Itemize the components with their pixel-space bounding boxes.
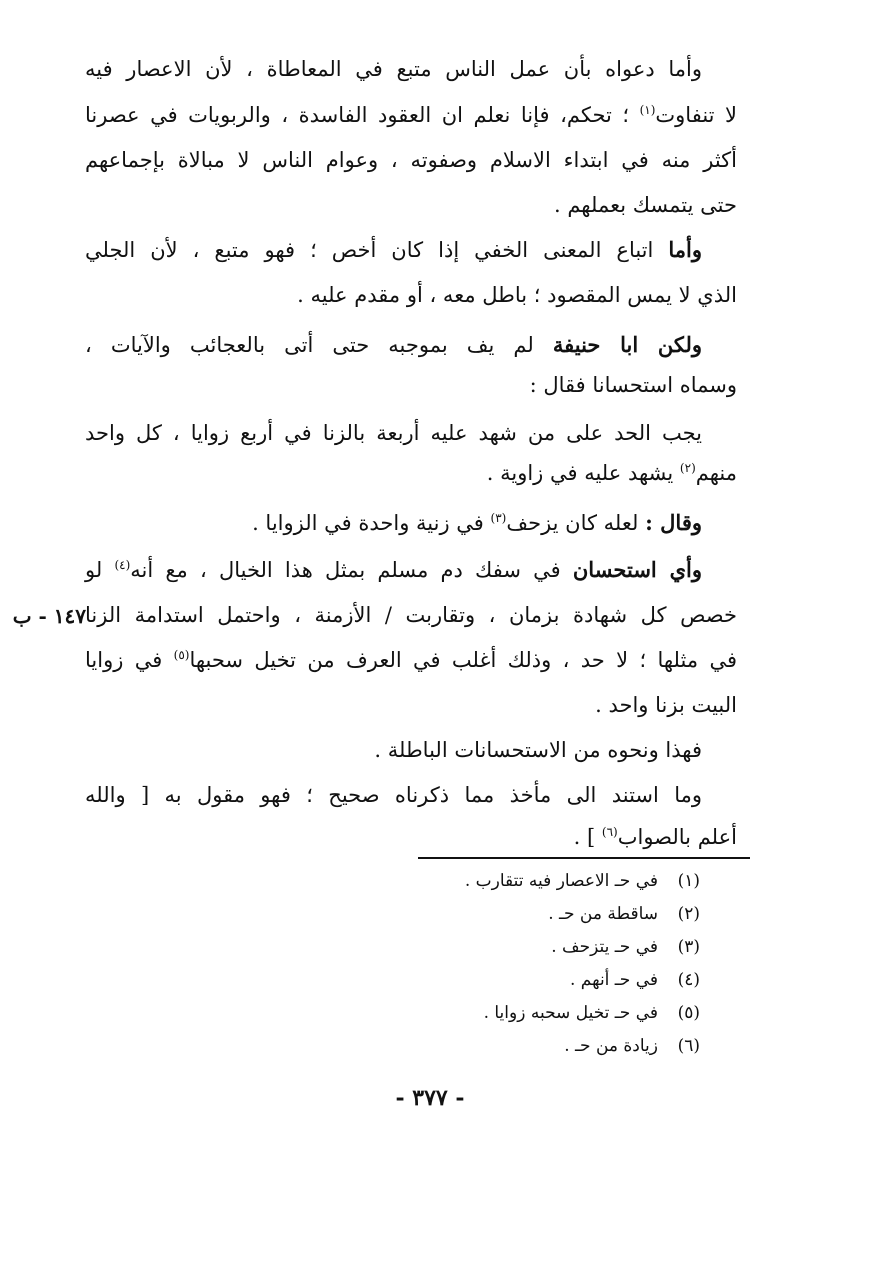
p6-line-2: خصص كل شهادة بزمان ، وتقاربت / الأزمنة ، واحتمل استدامة الزنا [85, 603, 737, 627]
p1-line-4: حتى يتمسك بعملهم . [553, 193, 737, 217]
footnote-text: في حـ تخيل سحبه زوايا . [483, 1003, 658, 1023]
p6-line-3-start: في مثلها ؛ لا حد ، وذلك أغلب في العرف من تخيل سحبها [189, 648, 737, 672]
footnote-ref-6: (٦) [601, 825, 618, 839]
footnote-ref-1: (١) [639, 103, 656, 117]
margin-folio-note: ١٤٧ - ب [12, 604, 86, 628]
p6-line-1-start: في سفك دم مسلم بمثل هذا الخيال ، مع أنه [130, 558, 561, 582]
footnote-6 [300, 1033, 700, 1059]
p4-line-2 [85, 458, 737, 488]
footnote-number: (٦) [677, 1036, 700, 1056]
footnote-number: (٥) [677, 1003, 700, 1023]
footnote-ref-2: (٢) [679, 461, 696, 475]
p8-line-1: وما استند الى مأخذ مما ذكرناه صحيح ؛ فهو مقول به [ والله [85, 783, 702, 807]
p5-lead: وقال : [645, 510, 702, 535]
footnote-3 [300, 934, 700, 960]
p6-line-1 [85, 555, 737, 585]
footnote-text: في حـ الاعصار فيه تتقارب . [464, 871, 658, 891]
p2-line-1-text: اتباع المعنى الخفي إذا كان أخص ؛ فهو متبع ، لأن الجلي [85, 238, 654, 262]
p5-line-1-rest: في زنية واحدة في الزوايا . [252, 511, 484, 535]
footnote-ref-5: (٥) [173, 648, 190, 662]
footnote-number: (٢) [677, 904, 700, 924]
p6-line-3-rest: في زوايا [85, 648, 163, 672]
p8-line-2-start: أعلم بالصواب [617, 825, 737, 849]
p3-line-1-text: لم يف بموجبه حتى أتى بالعجائب والآيات ، [85, 333, 534, 357]
footnote-number: (٤) [677, 970, 700, 990]
footnote-text: ساقطة من حـ . [548, 904, 658, 924]
p4-line-1: يجب الحد على من شهد عليه أربعة بالزنا في أربع زوايا ، كل واحد [85, 421, 702, 445]
page-number: - ٣٧٧ - [395, 1085, 465, 1111]
p1-line-2-rest: ؛ تحكم، فإنا نعلم ان العقود الفاسدة ، والربويات في عصرنا [85, 103, 630, 127]
footnote-text: في حـ أنهم . [569, 970, 658, 990]
footnote-number: (٣) [677, 937, 700, 957]
p6-line-4: البيت بزنا واحد . [595, 693, 737, 717]
p1-line-2-start: لا تنفاوت [655, 103, 737, 127]
p3-line-2: وسماه استحسانا فقال : [529, 373, 737, 397]
p6-line-1-rest: لو [85, 558, 103, 582]
p3-line-1 [85, 330, 737, 360]
footnote-number: (١) [677, 871, 700, 891]
p6-lead: وأي استحسان [572, 557, 702, 582]
p2-lead: وأما [668, 237, 702, 262]
footnote-ref-4: (٤) [114, 558, 131, 572]
p2-line-1 [85, 235, 737, 265]
p1-line-1: وأما دعواه بأن عمل الناس متبع في المعاطاة ، لأن الاعصار فيه [85, 57, 702, 81]
p5-line-1-start: لعله كان يزحف [506, 511, 639, 535]
p2-line-2: الذي لا يمس المقصود ؛ باطل معه ، أو مقدم عليه . [297, 283, 737, 307]
p1-line-3: أكثر منه في ابتداء الاسلام وصفوته ، وعوام الناس لا مبالاة بإجماعهم [85, 148, 737, 172]
footnote-text: زيادة من حـ . [564, 1036, 658, 1056]
footnote-text: في حـ يتزحف . [551, 937, 658, 957]
p8-line-2-rest: ] . [573, 825, 596, 849]
p8-line-2 [85, 822, 737, 852]
p5-line-1 [85, 508, 737, 538]
p6-line-3 [85, 645, 737, 675]
p4-line-2-rest: يشهد عليه في زاوية . [486, 461, 674, 485]
footnote-4 [300, 967, 700, 993]
footnote-5 [300, 1000, 700, 1026]
footnote-1 [300, 868, 700, 894]
footnote-separator [418, 857, 750, 859]
p1-line-2 [85, 100, 737, 130]
p4-line-2-start: منهم [695, 461, 737, 485]
p3-lead: ولكن ابا حنيفة [552, 332, 702, 357]
footnote-2 [300, 901, 700, 927]
p7-line-1: فهذا ونحوه من الاستحسانات الباطلة . [374, 738, 702, 762]
footnote-ref-3: (٣) [490, 511, 507, 525]
